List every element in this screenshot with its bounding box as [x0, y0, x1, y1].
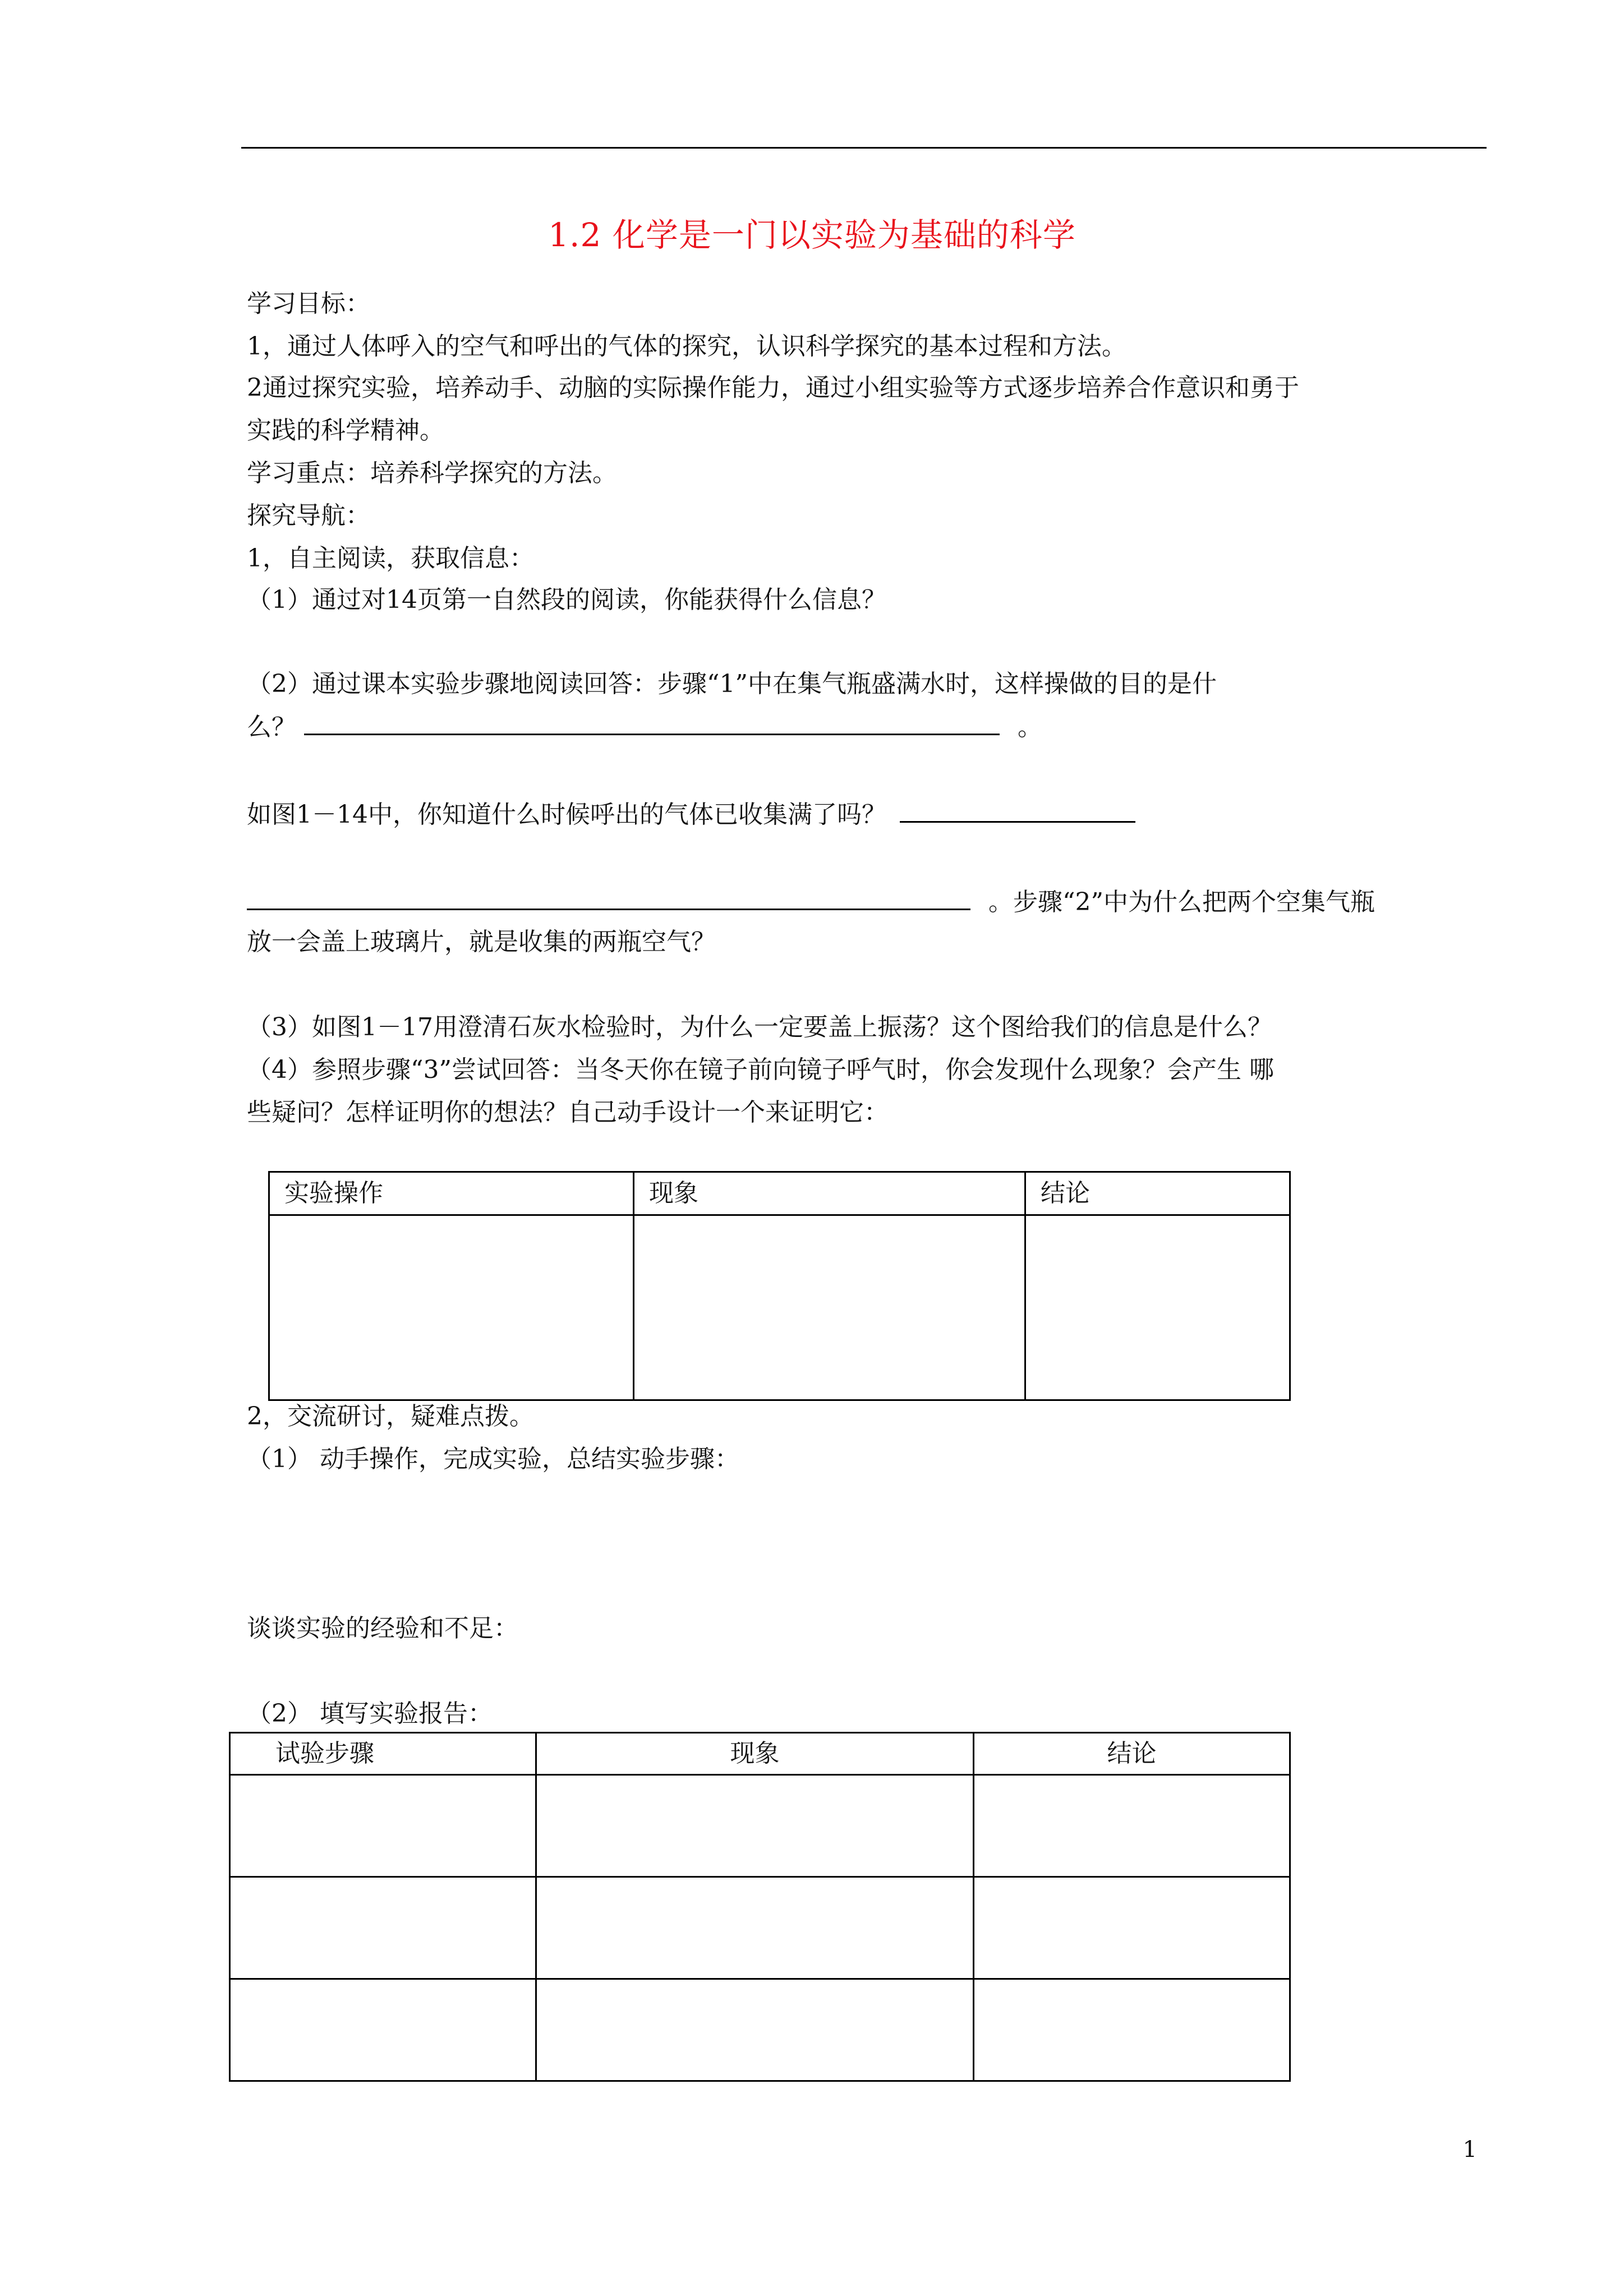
text-line: 实践的科学精神。 [247, 416, 444, 445]
text-line: 1，通过人体呼入的空气和呼出的气体的探究，认识科学探究的基本过程和方法。 [247, 332, 1126, 361]
text-line: （3）如图1－17用澄清石灰水检验时，为什么一定要盖上振荡？这个图给我们的信息是什么？ [247, 1013, 1272, 1041]
text-line: 2，交流研讨，疑难点拨。 [247, 1402, 534, 1431]
table-header-cell: 试验步骤 [230, 1733, 536, 1775]
table-cell[interactable] [230, 1775, 536, 1877]
table-cell[interactable] [269, 1215, 634, 1400]
table-cell[interactable] [974, 1775, 1290, 1877]
text-line: 学习重点：培养科学探究的方法。 [247, 459, 617, 487]
text-line: 些疑问？怎样证明你的想法？自己动手设计一个来证明它： [247, 1098, 889, 1127]
table-cell[interactable] [536, 1979, 974, 2081]
answer-line [247, 884, 1375, 919]
text-line: 1，自主阅读，获取信息： [247, 544, 534, 573]
text-fragment: 么？ [247, 713, 296, 741]
table-cell[interactable] [974, 1877, 1290, 1979]
text-line: 谈谈实验的经验和不足： [247, 1614, 518, 1643]
table-cell[interactable] [974, 1979, 1290, 2081]
text-fragment: 如图1－14中，你知道什么时候呼出的气体已收集满了吗？ [247, 800, 886, 829]
text-line: （2） 填写实验报告： [247, 1699, 493, 1728]
table-header-cell: 结论 [974, 1733, 1290, 1775]
page-number: 1 [1462, 2137, 1477, 2163]
text-line: （1） 动手操作，完成实验，总结实验步骤： [247, 1445, 739, 1473]
blank-field[interactable] [247, 884, 970, 910]
table-cell[interactable] [1025, 1215, 1290, 1400]
text-line: （4）参照步骤“3”尝试回答：当冬天你在镜子前向镜子呼气时，你会发现什么现象？会产生 哪 [247, 1055, 1274, 1084]
table-header-cell: 实验操作 [269, 1172, 634, 1215]
text-line: 放一会盖上玻璃片，就是收集的两瓶空气？ [247, 928, 716, 956]
answer-line [247, 709, 1042, 744]
text-fragment: 。 [1018, 713, 1042, 741]
text-line: 探究导航： [247, 501, 370, 530]
text-line: （1）通过对14页第一自然段的阅读，你能获得什么信息？ [247, 585, 886, 614]
text-line: 学习目标： [247, 289, 370, 318]
table-cell[interactable] [230, 1877, 536, 1979]
text-line: （2）通过课本实验步骤地阅读回答：步骤“1”中在集气瓶盛满水时，这样操做的目的是什 [247, 670, 1217, 698]
experiment-design-table [268, 1171, 1291, 1401]
table-cell[interactable] [634, 1215, 1025, 1400]
table-header-cell: 现象 [536, 1733, 974, 1775]
answer-line [247, 796, 1135, 832]
document-title: 1.2 化学是一门以实验为基础的科学 [548, 216, 1076, 254]
table-header-cell: 结论 [1025, 1172, 1290, 1215]
table-cell[interactable] [536, 1877, 974, 1979]
text-line: 2通过探究实验，培养动手、动脑的实际操作能力，通过小组实验等方式逐步培养合作意识和勇于 [247, 374, 1299, 402]
table-cell[interactable] [230, 1979, 536, 2081]
experiment-report-table [229, 1732, 1291, 2082]
blank-field[interactable] [304, 709, 1000, 735]
table-header-cell: 现象 [634, 1172, 1025, 1215]
table-cell[interactable] [536, 1775, 974, 1877]
header-rule [241, 147, 1487, 149]
text-fragment: 。步骤“2”中为什么把两个空集气瓶 [988, 888, 1375, 916]
blank-field[interactable] [900, 796, 1135, 823]
